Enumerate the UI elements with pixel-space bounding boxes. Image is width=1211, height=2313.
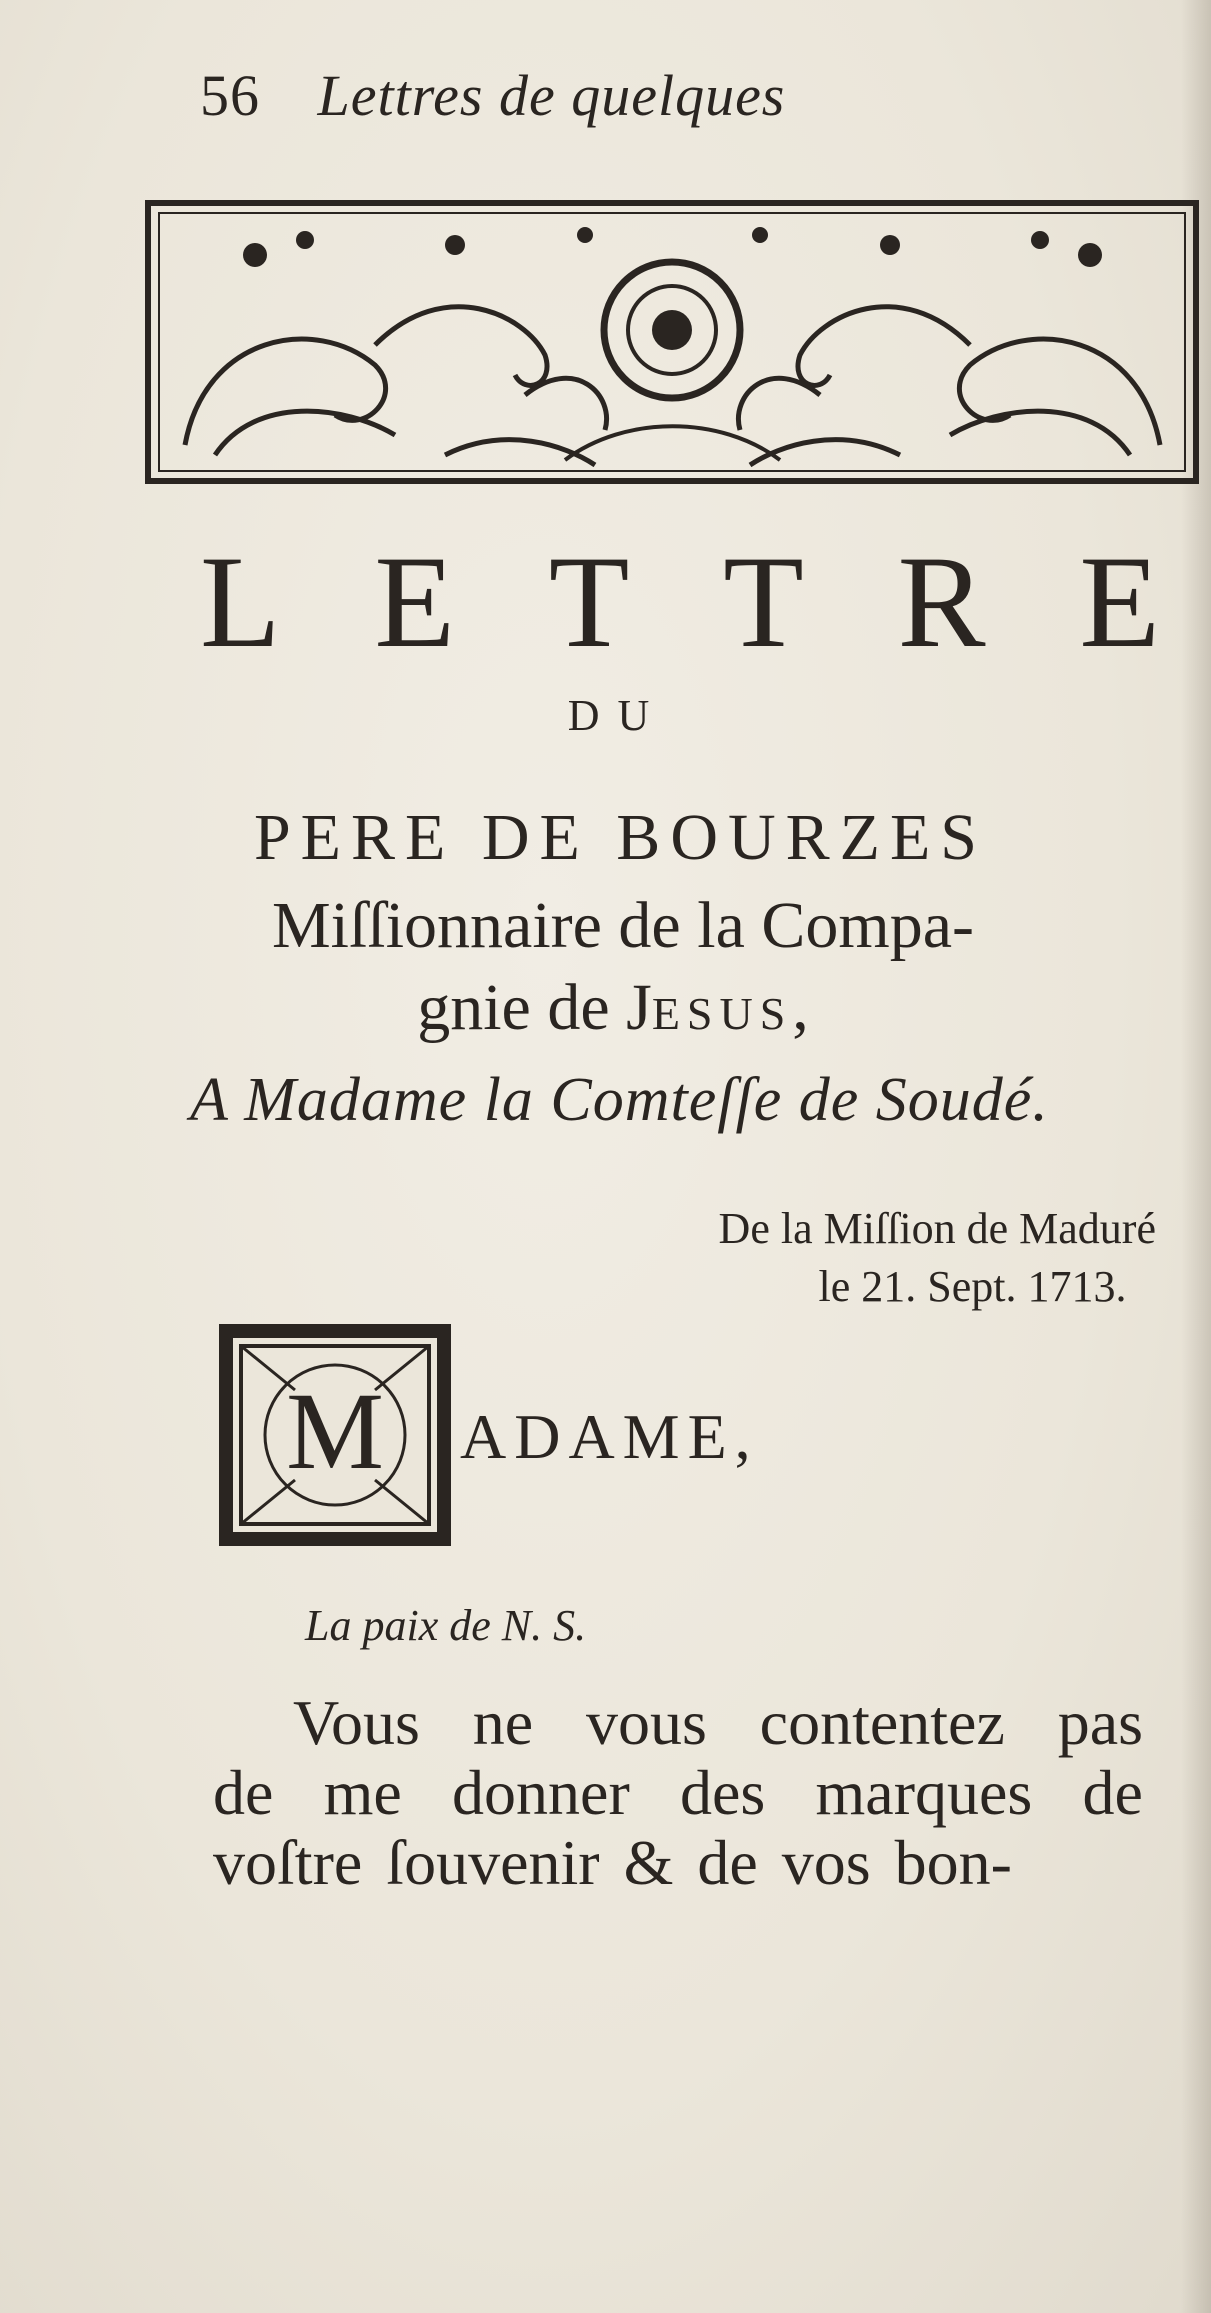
- role-line: Miſſionnaire de la Compa-: [272, 889, 974, 962]
- word: de: [1082, 1757, 1143, 1828]
- word: vos: [781, 1827, 871, 1898]
- jesus-rest: ESUS: [651, 988, 793, 1039]
- running-header: [200, 62, 785, 129]
- running-title: Lettres de quelques: [317, 63, 786, 128]
- place-line: De la Miſſion de Maduré: [718, 1204, 1156, 1253]
- society-line: [0, 970, 1211, 1046]
- salutation: ADAME,: [460, 1401, 759, 1472]
- word: pas: [1057, 1687, 1143, 1758]
- decorated-initial: [215, 1320, 455, 1550]
- title-du: DU: [567, 691, 668, 740]
- word: contentez: [759, 1687, 1005, 1758]
- word: voſtre: [213, 1827, 363, 1898]
- word: ſouvenir: [386, 1827, 600, 1898]
- headpiece-ornament: [145, 195, 1200, 490]
- blessing: La paix de N. S.: [305, 1601, 587, 1650]
- word: ne: [472, 1687, 534, 1758]
- jesus-initial: J: [626, 971, 652, 1044]
- page-number: 56: [200, 63, 260, 128]
- place-date: [719, 1200, 1156, 1316]
- word: bon-: [894, 1827, 1012, 1898]
- title-letter: R: [897, 528, 986, 675]
- title-letter: L: [200, 528, 281, 675]
- body-line: [213, 1828, 1143, 1898]
- initial-letter: M: [286, 1370, 384, 1492]
- author-line: PERE DE BOURZES: [253, 801, 988, 874]
- title-letter: T: [548, 528, 630, 675]
- body-text: [213, 1688, 1143, 1898]
- word: me: [323, 1757, 402, 1828]
- society-prefix: gnie de: [417, 971, 610, 1044]
- word: vous: [585, 1687, 707, 1758]
- body-line: [213, 1688, 1143, 1758]
- word: Vous: [293, 1687, 420, 1758]
- title-lettre: [200, 525, 1160, 678]
- word: donner: [452, 1757, 630, 1828]
- title-letter: T: [723, 528, 804, 675]
- date-line: le 21. Sept. 1713.: [818, 1262, 1127, 1311]
- word: de: [213, 1757, 274, 1828]
- word: &: [623, 1827, 674, 1898]
- title-letter: E: [374, 528, 456, 675]
- dedication: A Madame la Comteſſe de Soudé.: [190, 1066, 1049, 1134]
- society-suffix: ,: [792, 971, 809, 1044]
- word: des: [679, 1757, 766, 1828]
- body-line: [213, 1758, 1143, 1828]
- word: marques: [815, 1757, 1033, 1828]
- word: de: [697, 1827, 758, 1898]
- title-letter: E: [1079, 528, 1160, 675]
